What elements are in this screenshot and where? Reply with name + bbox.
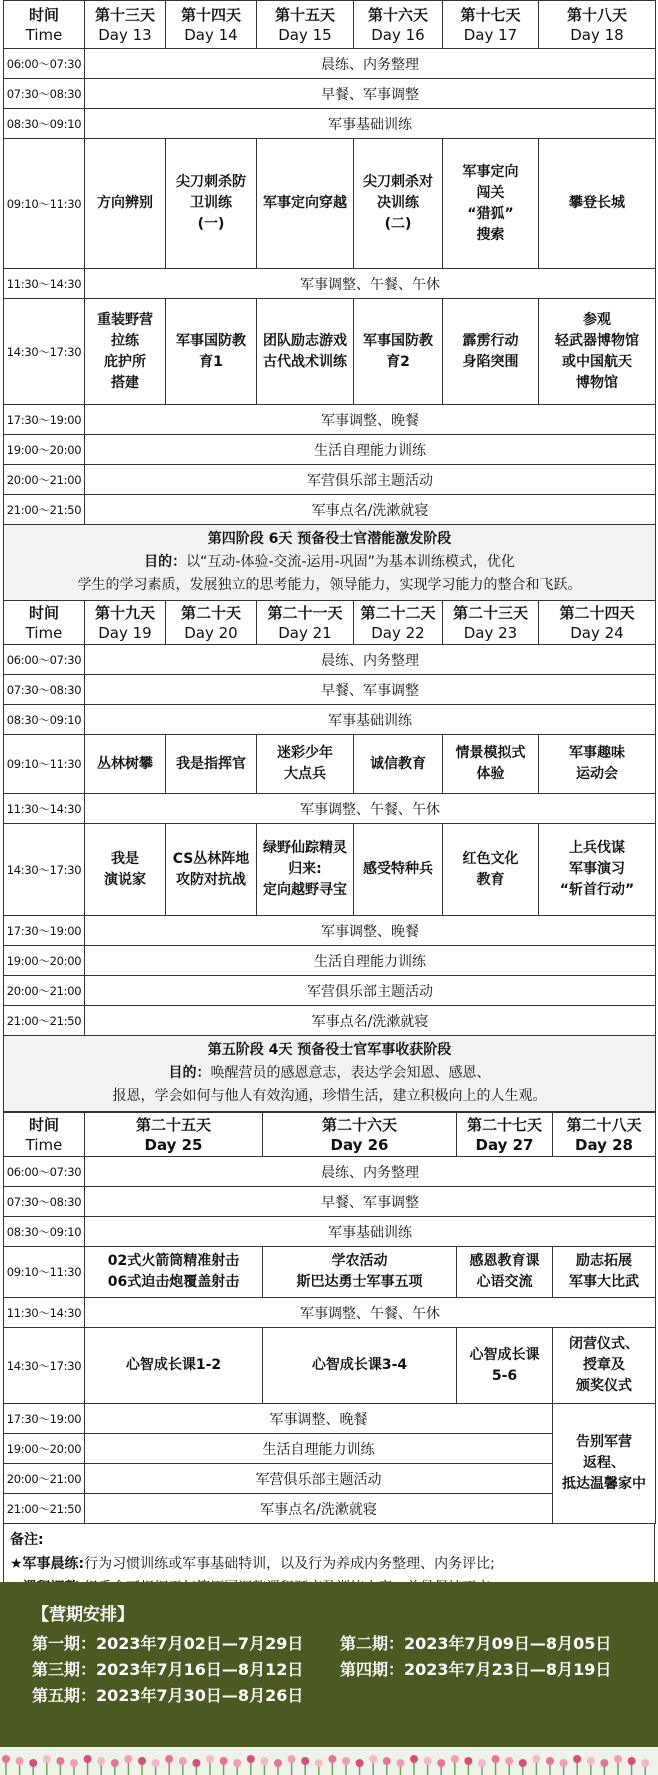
notes-title: 备注: (10, 1532, 44, 1548)
table-row (4, 1187, 656, 1217)
time-cell: 09:10～11:30 (4, 735, 85, 794)
day-header: 第十七天 Day 17 (443, 1, 539, 49)
schedule-table-block-3 (3, 1112, 656, 1524)
activity-cell: 晨练、内务整理 (85, 645, 656, 675)
table-row (4, 109, 656, 139)
activity-cell: 早餐、军事调整 (85, 1187, 656, 1217)
table-row (4, 405, 656, 435)
day-header: 第十六天 Day 16 (354, 1, 443, 49)
activity-cell: 重装野营 拉练 庇护所 搭建 (85, 299, 166, 405)
stage-goal: 目的：唤醒营员的感恩意志，表达学会知恩、感恩、 报恩，学会如何与他人有效沟通，珍惜生活，建立积极向上的人生观。 (112, 1065, 547, 1104)
table-row (4, 1217, 656, 1247)
time-cell: 17:30～19:00 (4, 405, 85, 435)
stage-banner (4, 525, 656, 601)
activity-cell: 军事国防教 育1 (166, 299, 257, 405)
time-cell: 17:30～19:00 (4, 916, 85, 946)
day-header: 第十三天 Day 13 (85, 1, 166, 49)
time-cell: 19:00～20:00 (4, 435, 85, 465)
time-cell: 21:00～21:50 (4, 495, 85, 525)
camp-schedule-panel (0, 1582, 658, 1747)
time-cell: 20:00～21:00 (4, 465, 85, 495)
activity-cell: 生活自理能力训练 (85, 1434, 553, 1464)
time-cell: 20:00～21:00 (4, 1464, 85, 1494)
time-cell: 09:10～11:30 (4, 1247, 85, 1298)
time-cell: 11:30～14:30 (4, 269, 85, 299)
table-row (4, 735, 656, 794)
activity-cell: 丛林树攀 (85, 735, 166, 794)
day-header: 第二十二天 Day 22 (354, 601, 443, 645)
day-header: 第二十三天 Day 23 (443, 601, 539, 645)
camp-period: 第一期：2023年7月02日—7月29日 (32, 1634, 304, 1653)
time-cell: 07:30～08:30 (4, 675, 85, 705)
activity-cell: 霹雳行动 身陷突围 (443, 299, 539, 405)
activity-cell: 迷彩少年 大点兵 (257, 735, 354, 794)
activity-cell: 军事调整、晚餐 (85, 1404, 553, 1434)
table-row (4, 794, 656, 824)
stage-4-description (4, 525, 656, 601)
activity-cell: 红色文化 教育 (443, 824, 539, 916)
activity-cell: 军事调整、午餐、午休 (85, 794, 656, 824)
activity-cell: 闭营仪式、 授章及 颁奖仪式 (553, 1328, 656, 1404)
activity-cell: 心智成长课 5-6 (457, 1328, 553, 1404)
activity-cell: 晨练、内务整理 (85, 49, 656, 79)
activity-cell: 参观 轻武器博物馆 或中国航天 博物馆 (539, 299, 656, 405)
header-row (4, 1, 656, 49)
table-row (4, 824, 656, 916)
time-cell: 06:00～07:30 (4, 1157, 85, 1187)
camp-period: 第二期：2023年7月09日—8月05日 (340, 1634, 612, 1653)
day-header: 第二十八天 Day 28 (553, 1113, 656, 1157)
activity-cell: 心智成长课3-4 (263, 1328, 457, 1404)
activity-cell: 励志拓展 军事大比武 (553, 1247, 656, 1298)
stage-goal: 目的：以“互动-体验-交流-运用-巩固”为基本训练模式，优化 学生的学习素质，发展独立的思考能力，领导能力，实现学习能力的整合和飞跃。 (77, 554, 582, 593)
note-item: ★军事晨练:行为习惯训练或军事基础特训，以及行为养成内务整理、内务评比; (10, 1556, 495, 1572)
table-row (4, 675, 656, 705)
activity-cell: 绿野仙踪精灵 归来: 定向越野寻宝 (257, 824, 354, 916)
activity-cell: 上兵伐谋 军事演习 “斩首行动” (539, 824, 656, 916)
table-row (4, 495, 656, 525)
table-row (4, 79, 656, 109)
activity-cell: 感恩教育课 心语交流 (457, 1247, 553, 1298)
table-row (4, 435, 656, 465)
time-cell: 17:30～19:00 (4, 1404, 85, 1434)
activity-cell: 军事调整、晚餐 (85, 405, 656, 435)
table-row (4, 1157, 656, 1187)
activity-cell: 生活自理能力训练 (85, 435, 656, 465)
table-row (4, 705, 656, 735)
time-cell: 19:00～20:00 (4, 1434, 85, 1464)
day-header: 第二十四天 Day 24 (539, 601, 656, 645)
day-header: 第十八天 Day 18 (539, 1, 656, 49)
table-row (4, 269, 656, 299)
activity-cell: 学农活动 斯巴达勇士军事五项 (263, 1247, 457, 1298)
farewell-cell: 告别军营 返程、 抵达温馨家中 (553, 1404, 656, 1524)
table-row (4, 299, 656, 405)
activity-cell: 军事点名/洗漱就寝 (85, 1006, 656, 1036)
time-cell: 09:10～11:30 (4, 139, 85, 269)
activity-cell: 感受特种兵 (354, 824, 443, 916)
table-row (4, 465, 656, 495)
activity-cell: 诚信教育 (354, 735, 443, 794)
stage-title: 第五阶段 4天 预备役士官军事收获阶段 (207, 1042, 452, 1058)
day-header: 第十四天 Day 14 (166, 1, 257, 49)
activity-cell: 军事调整、午餐、午休 (85, 1298, 656, 1328)
stage-title: 第四阶段 6天 预备役士官潜能激发阶段 (207, 531, 452, 547)
schedule-table-block-1 (3, 0, 656, 1112)
day-header: 第二十六天 Day 26 (263, 1113, 457, 1157)
time-cell: 11:30～14:30 (4, 1298, 85, 1328)
stage-banner (4, 1036, 656, 1112)
header-row (4, 1113, 656, 1157)
time-cell: 14:30～17:30 (4, 824, 85, 916)
camp-periods-list (32, 1631, 658, 1706)
flower-border-decoration (0, 1747, 658, 1775)
time-header: 时间 Time (4, 1113, 85, 1157)
time-cell: 06:00～07:30 (4, 645, 85, 675)
camp-period: 第五期：2023年7月30日—8月26日 (32, 1686, 304, 1705)
table-row (4, 1298, 656, 1328)
activity-cell: 军事定向穿越 (257, 139, 354, 269)
table-row (4, 1247, 656, 1298)
table-row (4, 49, 656, 79)
day-header: 第二十五天 Day 25 (85, 1113, 263, 1157)
day-header: 第二十七天 Day 27 (457, 1113, 553, 1157)
activity-cell: 晨练、内务整理 (85, 1157, 656, 1187)
time-cell: 08:30～09:10 (4, 705, 85, 735)
activity-cell: 生活自理能力训练 (85, 946, 656, 976)
activity-cell: 军事基础训练 (85, 1217, 656, 1247)
time-cell: 07:30～08:30 (4, 79, 85, 109)
time-cell: 08:30～09:10 (4, 1217, 85, 1247)
activity-cell: 团队励志游戏 古代战术训练 (257, 299, 354, 405)
time-cell: 21:00～21:50 (4, 1006, 85, 1036)
day-header: 第十五天 Day 15 (257, 1, 354, 49)
flower-icon (0, 1747, 658, 1775)
table-row (4, 139, 656, 269)
time-cell: 19:00～20:00 (4, 946, 85, 976)
activity-cell: 军事点名/洗漱就寝 (85, 1494, 553, 1524)
activity-cell: 军营俱乐部主题活动 (85, 1464, 553, 1494)
time-cell: 06:00～07:30 (4, 49, 85, 79)
table-row (4, 645, 656, 675)
activity-cell: 方向辨别 (85, 139, 166, 269)
time-cell: 20:00～21:00 (4, 976, 85, 1006)
time-cell: 11:30～14:30 (4, 794, 85, 824)
table-row (4, 916, 656, 946)
camp-schedule-title: 【营期安排】 (32, 1605, 134, 1625)
activity-cell: 心智成长课1-2 (85, 1328, 263, 1404)
activity-cell: 早餐、军事调整 (85, 675, 656, 705)
activity-cell: 军事国防教 育2 (354, 299, 443, 405)
activity-cell: 我是指挥官 (166, 735, 257, 794)
activity-cell: CS丛林阵地 攻防对抗战 (166, 824, 257, 916)
camp-period: 第三期：2023年7月16日—8月12日 (32, 1660, 304, 1679)
table-row (4, 946, 656, 976)
activity-cell: 情景模拟式 体验 (443, 735, 539, 794)
time-cell: 14:30～17:30 (4, 1328, 85, 1404)
activity-cell: 军事点名/洗漱就寝 (85, 495, 656, 525)
header-row (4, 601, 656, 645)
time-header: 时间 Time (4, 1, 85, 49)
activity-cell: 军事基础训练 (85, 109, 656, 139)
activity-cell: 军事调整、晚餐 (85, 916, 656, 946)
time-cell: 08:30～09:10 (4, 109, 85, 139)
activity-cell: 02式火箭筒精准射击 06式迫击炮覆盖射击 (85, 1247, 263, 1298)
time-header: 时间 Time (4, 601, 85, 645)
stage-5-description (4, 1036, 656, 1112)
activity-cell: 尖刀刺杀对 决训练 (二) (354, 139, 443, 269)
day-header: 第十九天 Day 19 (85, 601, 166, 645)
table-row (4, 1328, 656, 1404)
table-row (4, 1404, 656, 1434)
activity-cell: 军事调整、午餐、午休 (85, 269, 656, 299)
activity-cell: 早餐、军事调整 (85, 79, 656, 109)
table-row (4, 1006, 656, 1036)
table-row (4, 976, 656, 1006)
camp-period: 第四期：2023年7月23日—8月19日 (340, 1660, 612, 1679)
day-header: 第二十一天 Day 21 (257, 601, 354, 645)
activity-cell: 尖刀刺杀防 卫训练 (一) (166, 139, 257, 269)
activity-cell: 军营俱乐部主题活动 (85, 465, 656, 495)
activity-cell: 军事定向 闯关 “猎狐” 搜索 (443, 139, 539, 269)
time-cell: 21:00～21:50 (4, 1494, 85, 1524)
activity-cell: 攀登长城 (539, 139, 656, 269)
activity-cell: 军营俱乐部主题活动 (85, 976, 656, 1006)
activity-cell: 我是 演说家 (85, 824, 166, 916)
time-cell: 07:30～08:30 (4, 1187, 85, 1217)
activity-cell: 军事趣味 运动会 (539, 735, 656, 794)
activity-cell: 军事基础训练 (85, 705, 656, 735)
time-cell: 14:30～17:30 (4, 299, 85, 405)
day-header: 第二十天 Day 20 (166, 601, 257, 645)
